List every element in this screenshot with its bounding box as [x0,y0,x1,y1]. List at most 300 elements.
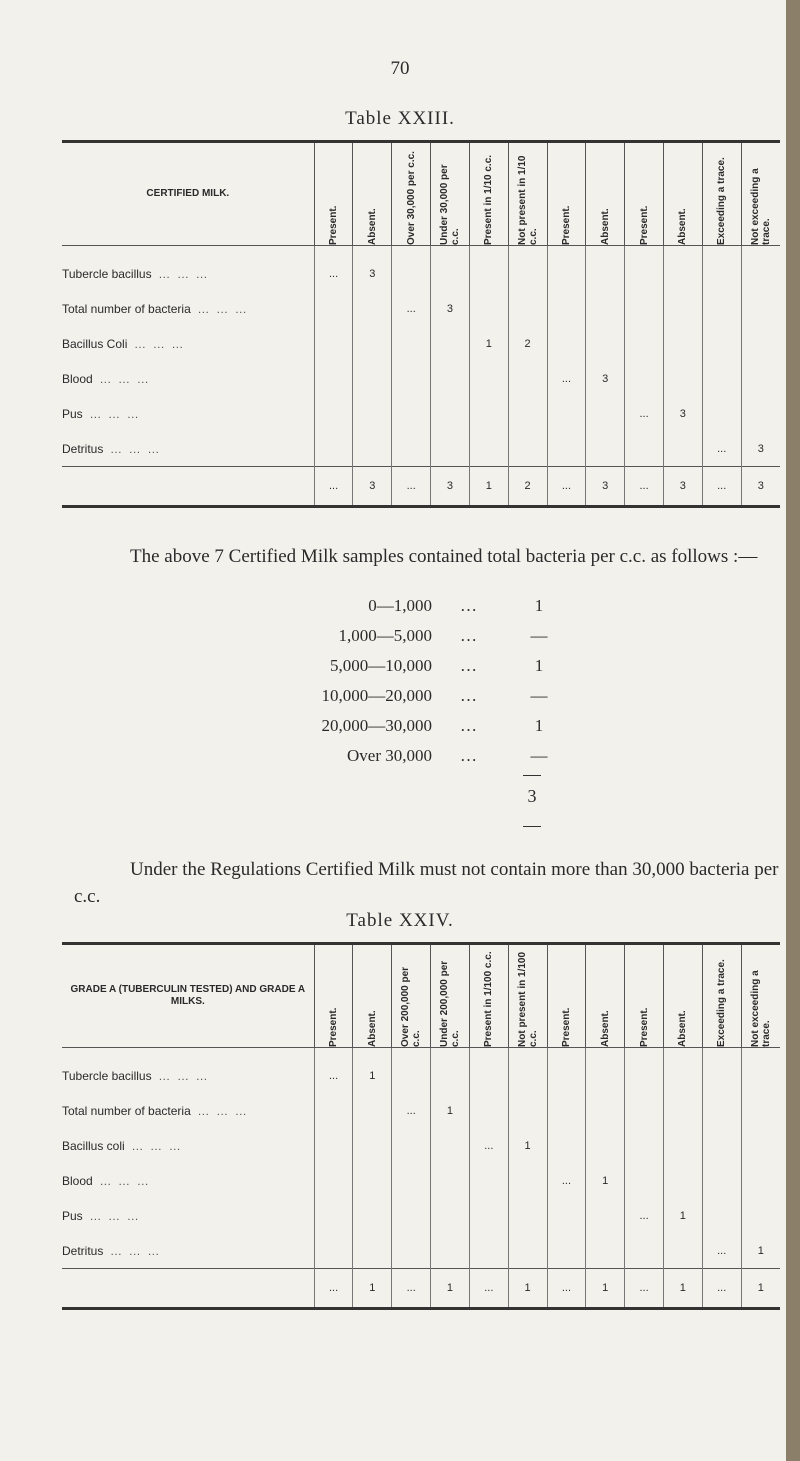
table-row [62,1198,780,1233]
table-cell [353,1128,392,1163]
total-cell: 3 [663,467,702,507]
row-label-text: Detritus [62,441,104,456]
table-cell [508,246,547,292]
row-label [62,361,314,396]
row-label-text: Blood [62,371,93,386]
total-cell: ... [392,467,431,507]
table-xxiii-caption: Table XXIII. [345,108,455,129]
column-header [508,944,547,1048]
table-cell [469,361,508,396]
row-header: GRADE A (TUBERCULIN TESTED) AND GRADE A MILKS. [70,984,306,1007]
table-cell [431,326,470,361]
table-cell [431,1048,470,1094]
table-row [62,1128,780,1163]
table-cell [392,361,431,396]
table-cell [431,1233,470,1269]
row-label [62,291,314,326]
column-header-label: Exceeding a trace. [716,157,728,245]
column-header-label: Absent. [677,1010,689,1047]
total-cell: 1 [469,467,508,507]
table-cell: ... [702,1233,741,1269]
table-cell [625,1093,664,1128]
column-header-label: Present in 1/100 c.c. [483,951,495,1047]
row-label-text: Tubercle bacillus [62,266,152,281]
sum-rule-bottom [523,826,541,827]
leader-dots: … [460,746,477,765]
total-cell: ... [547,1269,586,1309]
total-cell: 1 [741,1269,780,1309]
table-cell [547,246,586,292]
table-row [62,1093,780,1128]
page-edge [786,0,800,1461]
table-cell [741,361,780,396]
table-row [62,1233,780,1269]
range-label: Over 30,000 [347,746,432,765]
table-cell: 1 [431,1093,470,1128]
range-label: 0—1,000 [368,596,432,615]
table-cell [392,1163,431,1198]
table-cell [469,431,508,467]
column-header [663,142,702,246]
row-label-text: Total number of bacteria [62,1103,191,1118]
table-cell [508,1093,547,1128]
table-cell [392,1048,431,1094]
column-header [547,944,586,1048]
table-cell [702,396,741,431]
column-header-label: Present. [638,1007,650,1047]
table-cell [702,1128,741,1163]
table-cell [547,291,586,326]
table-row [62,361,780,396]
table-cell [663,246,702,292]
table-cell [586,291,625,326]
column-header [392,142,431,246]
table-cell [586,1093,625,1128]
total-cell: 2 [508,467,547,507]
table-cell [625,1128,664,1163]
column-header-label: Absent. [677,208,689,245]
table-cell [625,326,664,361]
row-label [62,1048,314,1094]
column-header-label: Present. [638,205,650,245]
total-cell: 3 [353,467,392,507]
table-cell [625,1233,664,1269]
leader-dots: … … … [190,1103,247,1118]
table-cell [314,1198,353,1233]
table-row [62,1163,780,1198]
table-cell [469,396,508,431]
leader-dots: … … … [82,406,139,421]
table-cell [353,361,392,396]
distribution-row [200,596,600,626]
table-cell [702,1093,741,1128]
total-cell: 3 [586,467,625,507]
paragraph-bacteria-summary: The above 7 Certified Milk samples contained total bacteria per c.c. as follows :— [130,546,758,567]
table-cell: ... [392,1093,431,1128]
table-cell: 3 [353,246,392,292]
table-cell [431,246,470,292]
table-cell [469,1233,508,1269]
leader-dots: … … … [103,441,160,456]
table-cell [586,326,625,361]
table-cell [431,1163,470,1198]
table-row [62,291,780,326]
row-label [62,1163,314,1198]
table-cell [663,326,702,361]
column-header-label: Absent. [599,1010,611,1047]
table-cell [547,1233,586,1269]
leader-dots: … [460,716,477,735]
table-cell: 1 [353,1048,392,1094]
column-header [663,944,702,1048]
distribution-row [200,716,600,746]
table-xxiv [62,942,780,1310]
total-cell: 1 [663,1269,702,1309]
table-cell [508,361,547,396]
page-number: 70 [390,58,410,79]
table-cell [702,1048,741,1094]
table-cell [353,396,392,431]
table-cell [702,326,741,361]
leader-dots: … … … [124,1138,181,1153]
total-cell: 1 [508,1269,547,1309]
table-cell: ... [625,1198,664,1233]
range-count: 1 [534,716,544,735]
table-cell [314,1233,353,1269]
table-cell: 2 [508,326,547,361]
table-cell [741,246,780,292]
table-row [62,431,780,467]
column-header [547,142,586,246]
table-cell: ... [314,246,353,292]
table-row [62,1048,780,1094]
table-cell [547,1198,586,1233]
table-cell [469,1198,508,1233]
table-cell [625,291,664,326]
table-cell [702,291,741,326]
column-header [469,142,508,246]
range-count: — [530,686,548,705]
range-label: 10,000—20,000 [321,686,432,705]
total-cell: 1 [586,1269,625,1309]
table-cell [431,361,470,396]
table-cell [547,1048,586,1094]
table-cell: 1 [741,1233,780,1269]
column-header [741,142,780,246]
table-cell [702,246,741,292]
row-label-text: Blood [62,1173,93,1188]
column-header-label: Not exceeding a trace. [749,168,772,245]
column-header [625,142,664,246]
table-cell [547,431,586,467]
leader-dots: … … … [190,301,247,316]
table-cell [586,1233,625,1269]
table-row [62,246,780,292]
total-cell: 3 [741,467,780,507]
table-cell [702,1198,741,1233]
table-cell [586,396,625,431]
column-header-label: Present. [560,1007,572,1047]
table-cell: ... [469,1128,508,1163]
total-cell: ... [625,467,664,507]
column-header-label: Exceeding a trace. [716,959,728,1047]
distribution-row [200,626,600,656]
table-cell [431,1128,470,1163]
total-cell: ... [702,1269,741,1309]
leader-dots: … … … [151,1068,208,1083]
leader-dots: … … … [92,371,149,386]
distribution-row [200,746,600,776]
total-cell: ... [625,1269,664,1309]
row-label [62,1093,314,1128]
table-cell [547,1128,586,1163]
table-cell [586,1128,625,1163]
table-cell [547,1093,586,1128]
total-cell: ... [547,467,586,507]
column-header [625,944,664,1048]
table-cell [625,431,664,467]
row-label-text: Pus [62,406,83,421]
table-cell [625,246,664,292]
row-label [62,1233,314,1269]
table-cell [469,1093,508,1128]
table-cell: 3 [741,431,780,467]
range-count: — [530,746,548,765]
table-cell [392,1233,431,1269]
table-cell [353,1163,392,1198]
table-cell [663,1233,702,1269]
table-xxiv-caption: Table XXIV. [346,910,454,931]
table-cell [314,396,353,431]
table-cell [469,1163,508,1198]
range-label: 1,000—5,000 [338,626,432,645]
column-header-label: Absent. [366,208,378,245]
column-header [431,142,470,246]
table-cell [508,1198,547,1233]
row-label-text: Bacillus coli [62,1138,125,1153]
table-cell [392,396,431,431]
total-cell: 1 [431,1269,470,1309]
table-cell [469,291,508,326]
table-cell [663,1048,702,1094]
total-cell: 3 [431,467,470,507]
row-label [62,1128,314,1163]
column-header-label: Not present in 1/10 c.c. [516,155,539,245]
column-header [353,944,392,1048]
row-label [62,396,314,431]
bacteria-distribution-list [200,596,600,776]
distribution-row [200,686,600,716]
table-cell [508,1048,547,1094]
range-count: — [530,626,548,645]
column-header [431,944,470,1048]
column-header [586,142,625,246]
table-cell [314,431,353,467]
table-cell: 3 [431,291,470,326]
table-cell [741,1048,780,1094]
table-cell: ... [547,1163,586,1198]
table-cell [353,326,392,361]
column-header-label: Absent. [599,208,611,245]
table-cell [431,1198,470,1233]
column-header [741,944,780,1048]
row-label-text: Tubercle bacillus [62,1068,152,1083]
leader-dots: … … … [127,336,184,351]
table-cell [741,1198,780,1233]
table-cell [702,361,741,396]
row-label-text: Detritus [62,1243,104,1258]
leader-dots: … [460,686,477,705]
table-row [62,396,780,431]
table-cell [741,1128,780,1163]
table-cell [314,1163,353,1198]
distribution-total: 3 [527,786,537,806]
table-cell [508,431,547,467]
table-cell: ... [392,291,431,326]
table-cell [353,1093,392,1128]
table-cell [508,396,547,431]
leader-dots: … … … [103,1243,160,1258]
table-cell [469,1048,508,1094]
column-header [392,944,431,1048]
table-cell [625,1048,664,1094]
table-cell [508,291,547,326]
column-header-label: Present. [328,1007,340,1047]
leader-dots: … … … [151,266,208,281]
total-cell: ... [314,467,353,507]
table-cell [431,396,470,431]
table-cell [508,1233,547,1269]
table-cell [314,361,353,396]
column-header-label: Over 30,000 per c.c. [405,151,417,245]
table-cell [663,1128,702,1163]
row-label [62,431,314,467]
table-cell [625,361,664,396]
table-cell [314,291,353,326]
table-cell: 3 [586,361,625,396]
table-cell [392,1198,431,1233]
paragraph-regulations: Under the Regulations Certified Milk must not contain more than 30,000 bacteria per c.c. [74,859,779,907]
table-cell [469,246,508,292]
leader-dots: … [460,596,477,615]
table-cell [353,431,392,467]
total-cell: ... [702,467,741,507]
total-cell: ... [469,1269,508,1309]
table-cell [741,396,780,431]
table-cell [586,1048,625,1094]
table-cell [663,291,702,326]
column-header [508,142,547,246]
table-cell [702,1163,741,1198]
row-label [62,246,314,292]
range-count: 1 [534,656,544,675]
row-label [62,326,314,361]
table-cell [314,1093,353,1128]
column-header-label: Present. [328,205,340,245]
table-cell [663,1163,702,1198]
row-header: CERTIFIED MILK. [146,188,230,199]
column-header [586,944,625,1048]
column-header-label: Under 30,000 per c.c. [438,164,461,245]
table-cell [586,246,625,292]
column-header [469,944,508,1048]
column-header [702,142,741,246]
table-cell: 1 [663,1198,702,1233]
table-cell: ... [547,361,586,396]
table-cell [392,1128,431,1163]
table-cell [741,326,780,361]
table-cell [625,1163,664,1198]
range-label: 5,000—10,000 [330,656,432,675]
column-header-label: Absent. [366,1010,378,1047]
row-label-text: Pus [62,1208,83,1223]
table-cell [353,1233,392,1269]
range-label: 20,000—30,000 [321,716,432,735]
column-header-label: Not present in 1/100 c.c. [516,951,539,1047]
table-cell: 3 [663,396,702,431]
totals-row [62,1269,780,1309]
table-cell [353,291,392,326]
totals-label [62,467,314,507]
table-cell: 1 [586,1163,625,1198]
table-cell [741,1093,780,1128]
column-header-label: Not exceeding a trace. [749,970,772,1047]
distribution-row [200,656,600,686]
column-header-label: Over 200,000 per c.c. [400,966,423,1047]
column-header-label: Present. [560,205,572,245]
row-label [62,1198,314,1233]
table-cell [547,396,586,431]
table-cell [741,291,780,326]
leader-dots: … … … [92,1173,149,1188]
table-cell [314,326,353,361]
table-cell [741,1163,780,1198]
table-cell [663,361,702,396]
column-header [314,142,353,246]
column-header [702,944,741,1048]
table-cell [663,1093,702,1128]
table-cell [586,431,625,467]
column-header [353,142,392,246]
leader-dots: … … … [82,1208,139,1223]
total-cell: 1 [353,1269,392,1309]
total-cell: ... [314,1269,353,1309]
table-cell [431,431,470,467]
table-cell [392,246,431,292]
table-cell [547,326,586,361]
table-cell [353,1198,392,1233]
table-cell: 1 [508,1128,547,1163]
totals-row [62,467,780,507]
column-header-label: Present in 1/10 c.c. [483,154,495,245]
table-cell [392,431,431,467]
table-cell [314,1128,353,1163]
totals-label [62,1269,314,1309]
table-xxiii [62,140,780,508]
column-header-label: Under 200,000 per c.c. [438,960,461,1047]
column-header [314,944,353,1048]
table-cell [508,1163,547,1198]
table-cell: ... [625,396,664,431]
range-count: 1 [534,596,544,615]
sum-rule-top [523,775,541,776]
leader-dots: … [460,656,477,675]
table-row [62,326,780,361]
table-cell [663,431,702,467]
row-label-text: Bacillus Coli [62,336,128,351]
table-cell [586,1198,625,1233]
leader-dots: … [460,626,477,645]
